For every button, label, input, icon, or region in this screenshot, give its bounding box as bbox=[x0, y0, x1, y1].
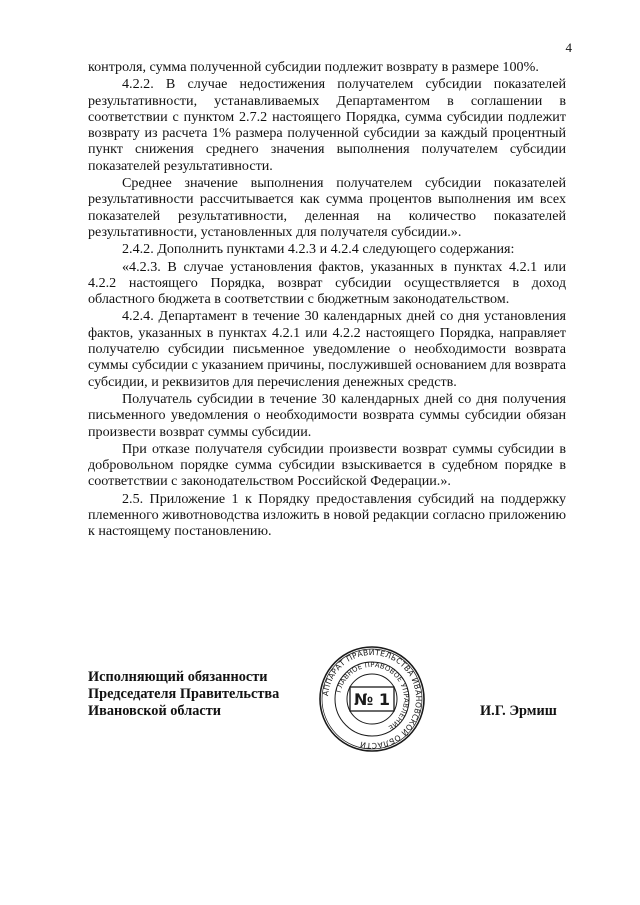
paragraph: 4.2.4. Департамент в течение 30 календарных дней со дня установления фактов, указанных в пунктах 4.2.1 или 4.2.2 настоящего Порядка, направляет получателю субсидии письменное уведомление о необходимости возврата суммы субсидии с указанием причины, послужившей основанием для возврата субсидии, и реквизитов для перечисления денежных средств. bbox=[88, 308, 566, 390]
signature-title bbox=[88, 669, 279, 720]
seal-inner-text: ГЛАВНОЕ ПРАВОВОЕ УПРАВЛЕНИЕ bbox=[334, 660, 411, 732]
signature-title-line3: Ивановской области bbox=[88, 703, 221, 719]
signature-title-line2: Председателя Правительства bbox=[88, 686, 280, 702]
page-number: 4 bbox=[565, 40, 572, 55]
paragraph: 2.5. Приложение 1 к Порядку предоставления субсидий на поддержку племенного животноводства изложить в новой редакции согласно приложению к настоящему постановлению. bbox=[88, 490, 566, 540]
paragraph: 2.4.2. Дополнить пунктами 4.2.3 и 4.2.4 следующего содержания: bbox=[122, 241, 515, 258]
paragraph: Получатель субсидии в течение 30 календарных дней со дня получения письменного уведомления о необходимости возврата суммы субсидии обязан произвести возврат суммы субсидии. bbox=[88, 390, 566, 440]
paragraph: контроля, сумма полученной субсидии подлежит возврату в размере 100%. bbox=[88, 59, 539, 75]
signer-name: И.Г. Эрмиш bbox=[480, 703, 557, 719]
seal-number: № 1 bbox=[354, 690, 390, 709]
paragraph: Среднее значение выполнения получателем субсидии показателей результативности рассчитывается как сумма процентов выполнения им всех показателей результативности, деленная на количество показателей результативности, установленных для получателя субсидии.». bbox=[88, 175, 566, 240]
paragraph: «4.2.3. В случае установления фактов, указанных в пунктах 4.2.1 или 4.2.2 настоящего Порядка, возврат субсидии осуществляется в доход областного бюджета в соответствии с бюджетным законодательством. bbox=[88, 258, 566, 308]
seal-outer-text: АППАРАТ ПРАВИТЕЛЬСТВА ИВАНОВСКОЙ ОБЛАСТИ bbox=[321, 647, 424, 751]
signature-title-line1: Исполняющий обязанности bbox=[88, 669, 268, 685]
official-seal-icon bbox=[318, 645, 426, 753]
paragraph: При отказе получателя субсидии произвести возврат суммы субсидии в добровольном порядке сумма субсидии взыскивается в судебном порядке в соответствии с законодательством Российской Федерации.». bbox=[88, 440, 566, 490]
document-body bbox=[88, 59, 566, 541]
paragraph: 4.2.2. В случае недостижения получателем субсидии показателей результативности, устанавливаемых Департаментом в соглашении в соответствии с пунктом 2.7.2 настоящего Порядка, сумма субсидии подлежит возврату из расчета 1% размера полученной субсидии за каждый процентный пункт снижения среднего значения выполнения получателем субсидии показателей результативности. bbox=[88, 76, 566, 174]
